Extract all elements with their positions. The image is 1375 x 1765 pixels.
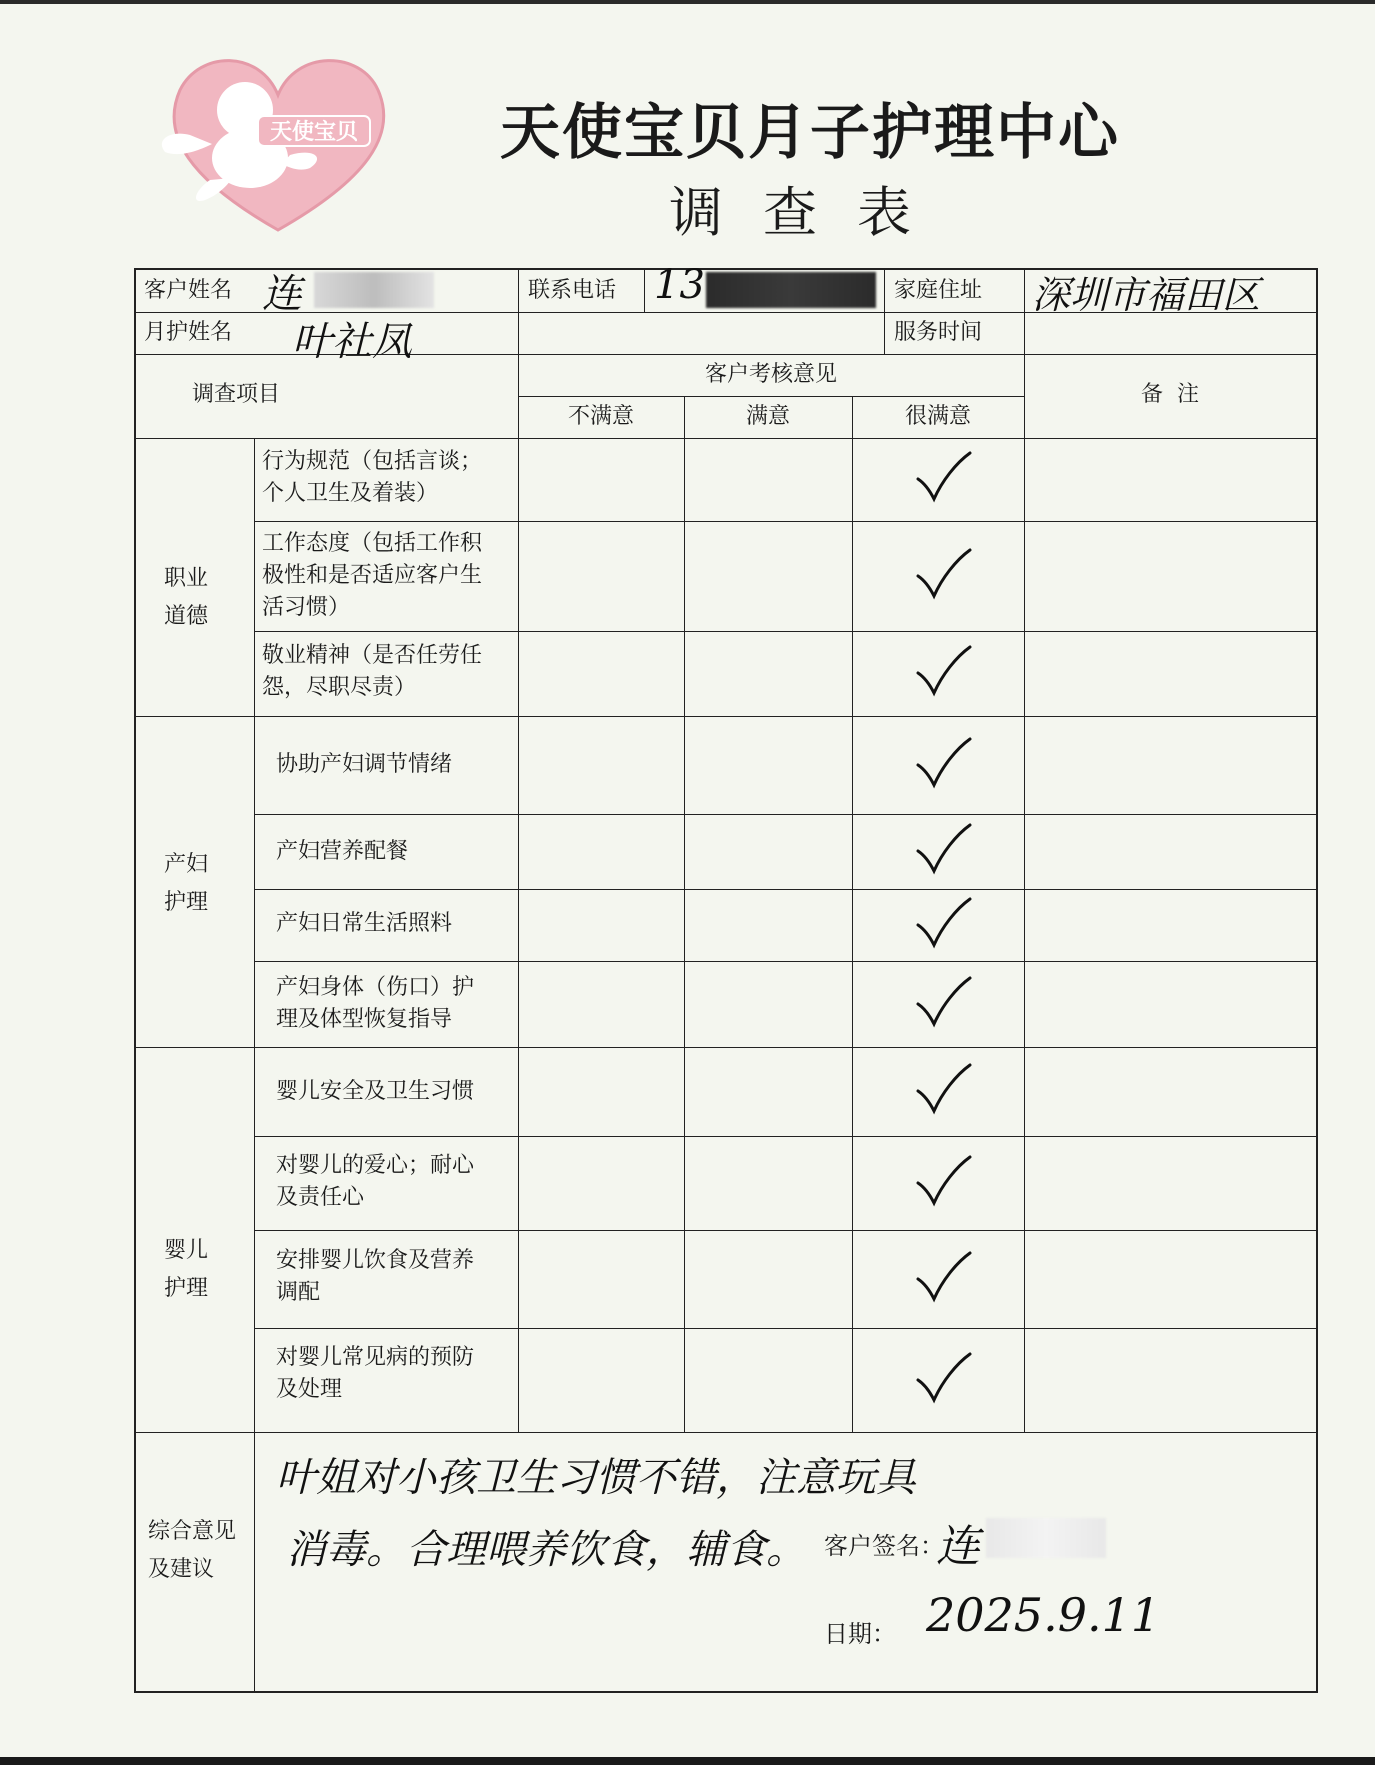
phone-label: 联系电话 xyxy=(528,278,617,303)
page-title: 天使宝贝月子护理中心 xyxy=(500,98,1120,168)
item-nutrition: 产妇营养配餐 xyxy=(276,839,409,864)
customer-name-label: 客户姓名 xyxy=(144,278,233,303)
check-mark-1-3 xyxy=(914,974,974,1029)
signature-label: 客户签名： xyxy=(824,1532,944,1560)
phone-redaction xyxy=(706,272,876,308)
survey-table xyxy=(134,262,1318,1693)
category-infant: 婴儿 护理 xyxy=(164,1238,209,1301)
nurse-name-value: 叶社凤 xyxy=(292,319,412,365)
summary-label: 综合意见 及建议 xyxy=(148,1519,237,1582)
address-label: 家庭住址 xyxy=(894,278,983,303)
phone-value: 13 xyxy=(654,262,705,308)
page-subtitle: 调查表 xyxy=(669,181,951,244)
check-mark-2-0 xyxy=(914,1061,974,1116)
nurse-name-label: 月护姓名 xyxy=(144,320,233,345)
category-ethics: 职业 道德 xyxy=(164,566,209,629)
scan-bottom-edge xyxy=(0,1757,1375,1765)
summary-comment-line2: 消毒。合理喂养饮食，辅食。 xyxy=(286,1527,806,1573)
service-time-label: 服务时间 xyxy=(894,320,983,345)
check-mark-2-1 xyxy=(914,1153,974,1208)
check-mark-2-2 xyxy=(914,1249,974,1304)
item-daily-care: 产妇日常生活照料 xyxy=(276,911,453,936)
item-infant-safety: 婴儿安全及卫生习惯 xyxy=(276,1079,475,1104)
item-infant-illness: 对婴儿常见病的预防 及处理 xyxy=(276,1345,475,1402)
col-satisfied: 满意 xyxy=(745,404,790,429)
category-maternal: 产妇 护理 xyxy=(164,852,209,915)
signature-value: 连 xyxy=(936,1521,980,1572)
item-mood: 协助产妇调节情绪 xyxy=(276,752,453,777)
item-behavior: 行为规范（包括言谈； 个人卫生及着装） xyxy=(262,449,483,506)
summary-comment-line1: 叶姐对小孩卫生习惯不错，注意玩具 xyxy=(276,1455,916,1501)
col-very-satisfied: 很满意 xyxy=(904,404,971,429)
check-mark-2-3 xyxy=(914,1350,974,1405)
item-dedication: 敬业精神（是否任劳任 怨，尽职尽责） xyxy=(262,643,483,700)
check-mark-1-0 xyxy=(914,735,974,790)
check-mark-0-2 xyxy=(914,643,974,698)
logo-text: 天使宝贝 xyxy=(269,120,359,145)
check-mark-1-2 xyxy=(914,895,974,950)
col-unsatisfied: 不满意 xyxy=(567,404,634,429)
scan-top-edge xyxy=(0,0,1375,4)
item-attitude: 工作态度（包括工作积 极性和是否适应客户生 活习惯） xyxy=(262,531,483,620)
date-value: 2025.9.11 xyxy=(926,1588,1161,1642)
opinion-group-header: 客户考核意见 xyxy=(704,362,837,387)
date-label: 日期： xyxy=(824,1620,896,1648)
check-mark-1-1 xyxy=(914,821,974,876)
check-mark-0-1 xyxy=(914,546,974,601)
angel-logo xyxy=(150,40,410,240)
survey-item-header: 调查项目 xyxy=(191,382,280,407)
redaction-blur xyxy=(314,272,434,308)
check-mark-0-0 xyxy=(914,449,974,504)
item-recovery: 产妇身体（伤口）护 理及体型恢复指导 xyxy=(276,975,475,1032)
customer-name-value: 连 xyxy=(262,271,302,317)
address-value: 深圳市福田区 xyxy=(1032,273,1261,317)
item-infant-love: 对婴儿的爱心；耐心 及责任心 xyxy=(276,1153,475,1210)
item-infant-diet: 安排婴儿饮食及营养 调配 xyxy=(276,1248,475,1305)
signature-redaction xyxy=(986,1518,1106,1558)
remarks-header: 备 注 xyxy=(1141,382,1199,407)
